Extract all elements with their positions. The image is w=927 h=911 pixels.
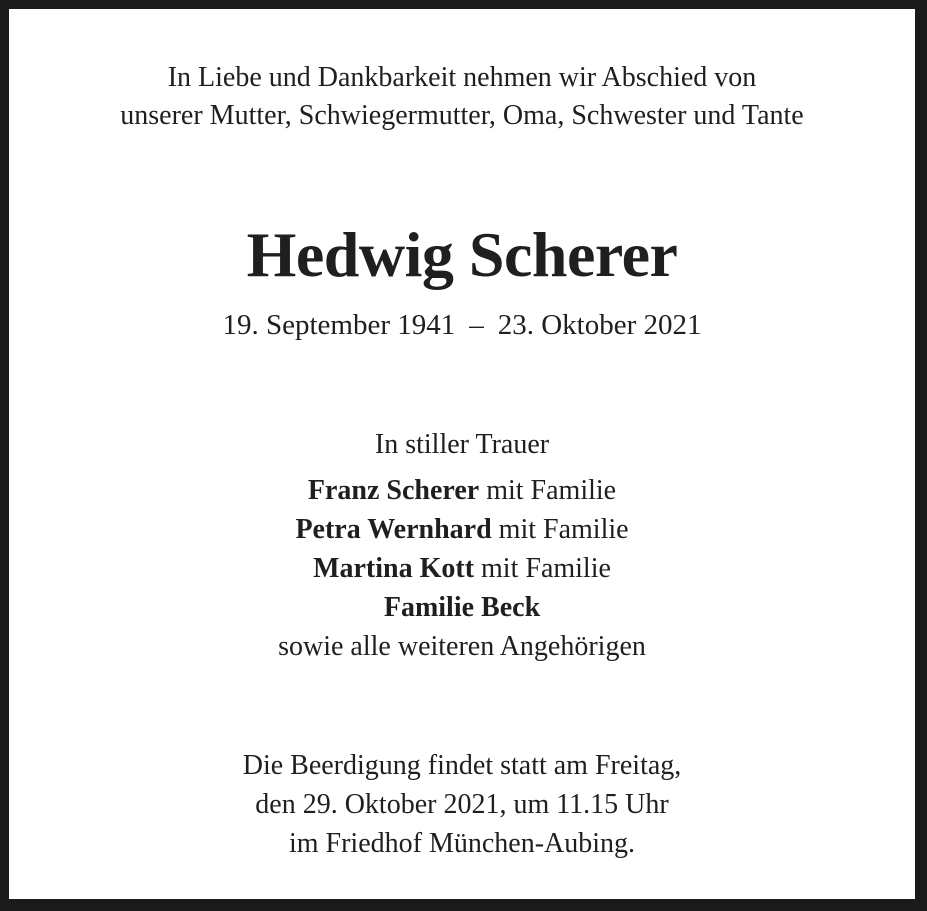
birth-date: 19. September 1941	[222, 309, 456, 341]
funeral-line-2: den 29. Oktober 2021, um 11.15 Uhr	[255, 789, 669, 820]
life-dates	[9, 306, 915, 344]
mourner-suffix: mit Familie	[491, 514, 629, 545]
mourner-entry	[9, 472, 915, 510]
funeral-line-1: Die Beerdigung findet statt am Freitag,	[242, 750, 682, 781]
mourner-entry	[9, 511, 915, 549]
mourner-name: Franz Scherer	[307, 475, 480, 506]
mourner-suffix: mit Familie	[474, 553, 611, 584]
mourner-entry	[9, 589, 915, 627]
relatives-line: sowie alle weiteren Angehörigen	[278, 631, 646, 662]
funeral-line-3: im Friedhof München-Aubing.	[288, 828, 636, 859]
mourner-name: Familie Beck	[383, 592, 541, 623]
mourner-suffix: mit Familie	[479, 475, 617, 506]
mourner-name: Martina Kott	[313, 553, 475, 584]
intro-line-1: In Liebe und Dankbarkeit nehmen wir Abschied von	[167, 62, 757, 93]
death-date: 23. Oktober 2021	[497, 309, 702, 341]
mourner-name: Petra Wernhard	[295, 514, 492, 545]
date-separator: –	[469, 309, 484, 341]
mourner-entry	[9, 550, 915, 588]
mourning-heading: In stiller Trauer	[374, 429, 550, 460]
intro-line-2: unserer Mutter, Schwiegermutter, Oma, Schwester und Tante	[120, 100, 804, 131]
deceased-name: Hedwig Scherer	[246, 219, 678, 290]
